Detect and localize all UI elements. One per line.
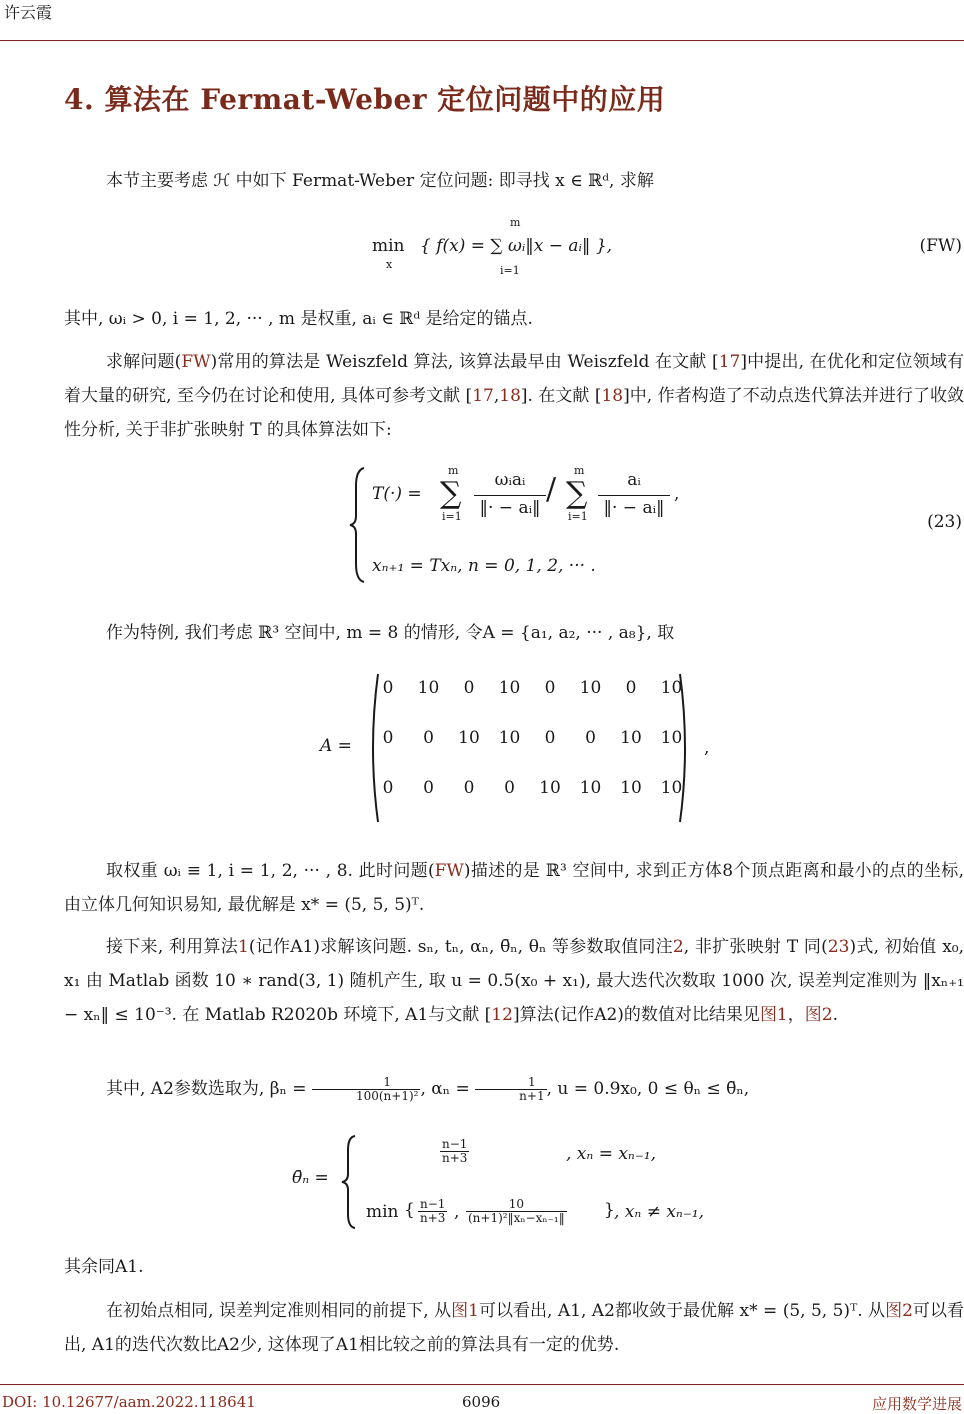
ref-algorithm-1[interactable]: 1 bbox=[238, 937, 249, 957]
ref-eq-fw[interactable]: FW bbox=[434, 861, 464, 881]
frac-alpha: $\frac{1}{n+1}$ bbox=[475, 1076, 546, 1103]
header-author: 许云霞 bbox=[4, 3, 53, 22]
matrix-cell: 10 bbox=[458, 728, 480, 748]
matrix-cell: 10 bbox=[498, 728, 521, 748]
matrix-cell: 0 bbox=[463, 778, 475, 798]
matrix-cell: 10 bbox=[417, 678, 440, 698]
paragraph-weights: 其中, ωᵢ > 0, i = 1, 2, ··· , m 是权重, aᵢ ∈ ℝᵈ 是给定的锚点. bbox=[64, 309, 533, 329]
eq-fw-sum-top: m bbox=[510, 216, 521, 229]
citation-18[interactable]: 18 bbox=[601, 386, 624, 406]
eq23-sum2-top: m bbox=[574, 464, 585, 477]
paragraph-weiszfeld: 求解问题(FW)常用的算法是 Weiszfeld 算法, 该算法最早由 Weiszfeld 在文献 [17]中提出, 在优化和定位领域有着大量的研究, 至今仍在讨论和使用, 具体可参考文献 [17,18]. 在文献 [18]中, 作者构造了不动点迭代算法并进行了收敛性分析, 关于非扩张映射 T 的具体算法如下: bbox=[64, 352, 964, 440]
theta-case1-cond: , xₙ = xₙ₋₁, bbox=[566, 1144, 657, 1164]
matrix-cell: 10 bbox=[579, 678, 602, 698]
matrix-cell: 0 bbox=[382, 678, 394, 698]
paragraph-conclusion: 在初始点相同, 误差判定准则相同的前提下, 从图1可以看出, A1, A2都收敛于最优解 x* = (5, 5, 5)ᵀ. 从图2可以看出, A1的迭代次数比A2少, 这体现了A1相比较之前的算法具有一定的优势. bbox=[64, 1301, 964, 1355]
ref-figure-1[interactable]: 图1 bbox=[451, 1301, 479, 1321]
citation-12[interactable]: 12 bbox=[491, 1005, 513, 1025]
ref-figure-1[interactable]: 图1 bbox=[759, 1005, 788, 1025]
theta-case2-frac1: $\frac{n-1}{n+3}$ bbox=[420, 1197, 446, 1225]
equation-23 bbox=[340, 462, 760, 584]
matrix-lhs: A = bbox=[320, 736, 352, 756]
ref-eq-23[interactable]: 23 bbox=[827, 937, 850, 957]
theta-case2-frac2: $\frac{10}{\text{(n+1)²‖xₙ−xₙ₋₁‖}}$ bbox=[468, 1197, 565, 1225]
equation-label-fw: (FW) bbox=[919, 236, 962, 256]
eq23-frac1-num: ωᵢaᵢ bbox=[494, 470, 526, 490]
paragraph-weights-cube: 取权重 ωᵢ ≡ 1, i = 1, 2, ··· , 8. 此时问题(FW)描述的是 ℝ³ 空间中, 求到正方体8个顶点距离和最小的点的坐标, 由立体几何知识易知, 最优解是 x* = (5, 5, 5)ᵀ. bbox=[64, 861, 964, 915]
section-title: 4. 算法在 Fermat-Weber 定位问题中的应用 bbox=[64, 83, 666, 116]
theta-case2-sep: , bbox=[454, 1202, 460, 1222]
header-rule bbox=[0, 40, 964, 41]
eq23-frac2-bar bbox=[598, 495, 670, 496]
eq-fw-body: { f(x) = ∑ ωᵢ‖x − aᵢ‖ }, bbox=[420, 236, 613, 256]
theta-case2-close: } bbox=[604, 1200, 615, 1220]
matrix-cell: 10 bbox=[539, 778, 561, 798]
citation-17[interactable]: 17 bbox=[472, 386, 494, 406]
eq23-sum2-bot: i=1 bbox=[568, 510, 588, 523]
matrix-trail: , bbox=[704, 738, 710, 758]
matrix-cell: 0 bbox=[504, 778, 515, 798]
eq-fw-min: min bbox=[372, 236, 405, 256]
footer-doi[interactable]: DOI: 10.12677/aam.2022.118641 bbox=[2, 1393, 256, 1411]
matrix-a bbox=[318, 668, 718, 828]
matrix-cell: 0 bbox=[544, 678, 556, 698]
matrix-cell: 10 bbox=[620, 728, 642, 748]
eq-fw-sum-bot: i=1 bbox=[500, 264, 520, 277]
equation-theta-bar bbox=[290, 1132, 750, 1232]
matrix-cell: 10 bbox=[660, 778, 683, 798]
footer-page-number: 6096 bbox=[462, 1393, 501, 1411]
paragraph-rest: 其余同A1. bbox=[64, 1257, 144, 1277]
theta-case1-frac: $\frac{n-1}{n+3}$ bbox=[442, 1137, 468, 1165]
matrix-cell: 10 bbox=[620, 778, 642, 798]
eq23-trail: , bbox=[674, 484, 680, 504]
frac-beta: $\frac{1}{\text{100(n+1)²}}$ bbox=[312, 1076, 421, 1103]
equation-fw bbox=[372, 218, 672, 282]
paragraph-experiment: 接下来, 利用算法1(记作A1)求解该问题. sₙ, tₙ, αₙ, θ̄ₙ, θₙ 等参数取值同注2, 非扩张映射 T 同(23)式, 初始值 x₀, x₁ 由 Matlab 函数 10 ∗ rand(3, 1) 随机产生, 取 u = 0.5(x₀ + x₁), 最大迭代次数取 1000 次, 误差判定准则为 ‖xₙ₊₁ − xₙ‖ ≤ 10⁻³. 在 Matlab R2020b 环境下, A1与文献 [12]算法(记作A2)的数值对比结果见图1，图2. bbox=[64, 937, 964, 1025]
eq23-frac1-bar bbox=[474, 495, 546, 496]
left-brace-icon bbox=[340, 1134, 358, 1230]
matrix-cell: 0 bbox=[382, 778, 394, 798]
theta-lhs: θ̄ₙ = bbox=[292, 1168, 329, 1188]
paragraph-intro: 本节主要考虑 ℋ 中如下 Fermat-Weber 定位问题: 即寻找 x ∈ ℝᵈ, 求解 bbox=[106, 171, 654, 191]
matrix-cell: 10 bbox=[579, 778, 602, 798]
paragraph-special-case: 作为特例, 我们考虑 ℝ³ 空间中, m = 8 的情形, 令A = {a₁, a₂, ··· , a₈}, 取 bbox=[106, 623, 675, 643]
matrix-cell: 10 bbox=[660, 678, 683, 698]
ref-figure-2[interactable]: 图2 bbox=[804, 1005, 833, 1025]
matrix-cell: 0 bbox=[382, 728, 394, 748]
matrix-cell: 0 bbox=[544, 728, 556, 748]
sum-icon: ∑ bbox=[440, 476, 462, 511]
footer-rule bbox=[0, 1384, 964, 1385]
matrix-cell: 0 bbox=[625, 678, 637, 698]
theta-case2-cond: , xₙ ≠ xₙ₋₁, bbox=[614, 1202, 705, 1222]
equation-label-23: (23) bbox=[927, 512, 962, 532]
matrix-cell: 0 bbox=[423, 778, 434, 798]
theta-case2-open: { bbox=[404, 1200, 415, 1220]
ref-figure-2[interactable]: 图2 bbox=[885, 1301, 913, 1321]
citation-17[interactable]: 17 bbox=[718, 352, 741, 372]
footer-journal: 应用数学进展 bbox=[871, 1395, 962, 1413]
eq-fw-sub: x bbox=[386, 258, 393, 271]
eq23-line2: xₙ₊₁ = Txₙ, n = 0, 1, 2, ··· . bbox=[372, 556, 596, 576]
matrix-cell: 10 bbox=[498, 678, 521, 698]
sum-icon: ∑ bbox=[566, 476, 588, 511]
matrix-cell: 0 bbox=[423, 728, 434, 748]
paragraph-a2-params: 其中, A2参数选取为, βₙ = $\frac{1}{\text{100(n+1)²}}$ , αₙ = $\frac{1}{n+1}$ , u = 0.9x₀, 0 ≤ θₙ ≤ θ̄ₙ, bbox=[106, 1075, 750, 1103]
left-brace-icon bbox=[348, 466, 368, 584]
ref-eq-fw[interactable]: FW bbox=[181, 352, 211, 372]
eq23-lhs: T(·) = bbox=[372, 484, 422, 504]
eq23-sum-top: m bbox=[448, 464, 459, 477]
matrix-cell: 0 bbox=[463, 678, 475, 698]
ref-note-2[interactable]: 2 bbox=[672, 937, 684, 957]
theta-case2-min: min bbox=[366, 1202, 399, 1222]
matrix-cell: 10 bbox=[660, 728, 683, 748]
matrix-cell: 0 bbox=[585, 728, 596, 748]
eq23-frac2-den: ‖· − aᵢ‖ bbox=[603, 498, 665, 518]
citation-18[interactable]: 18 bbox=[499, 386, 521, 406]
eq23-frac1-den: ‖· − aᵢ‖ bbox=[479, 498, 541, 518]
eq23-sum-bot: i=1 bbox=[442, 510, 462, 523]
eq23-slash: ∕ bbox=[546, 472, 557, 507]
eq23-frac2-num: aᵢ bbox=[627, 470, 641, 490]
